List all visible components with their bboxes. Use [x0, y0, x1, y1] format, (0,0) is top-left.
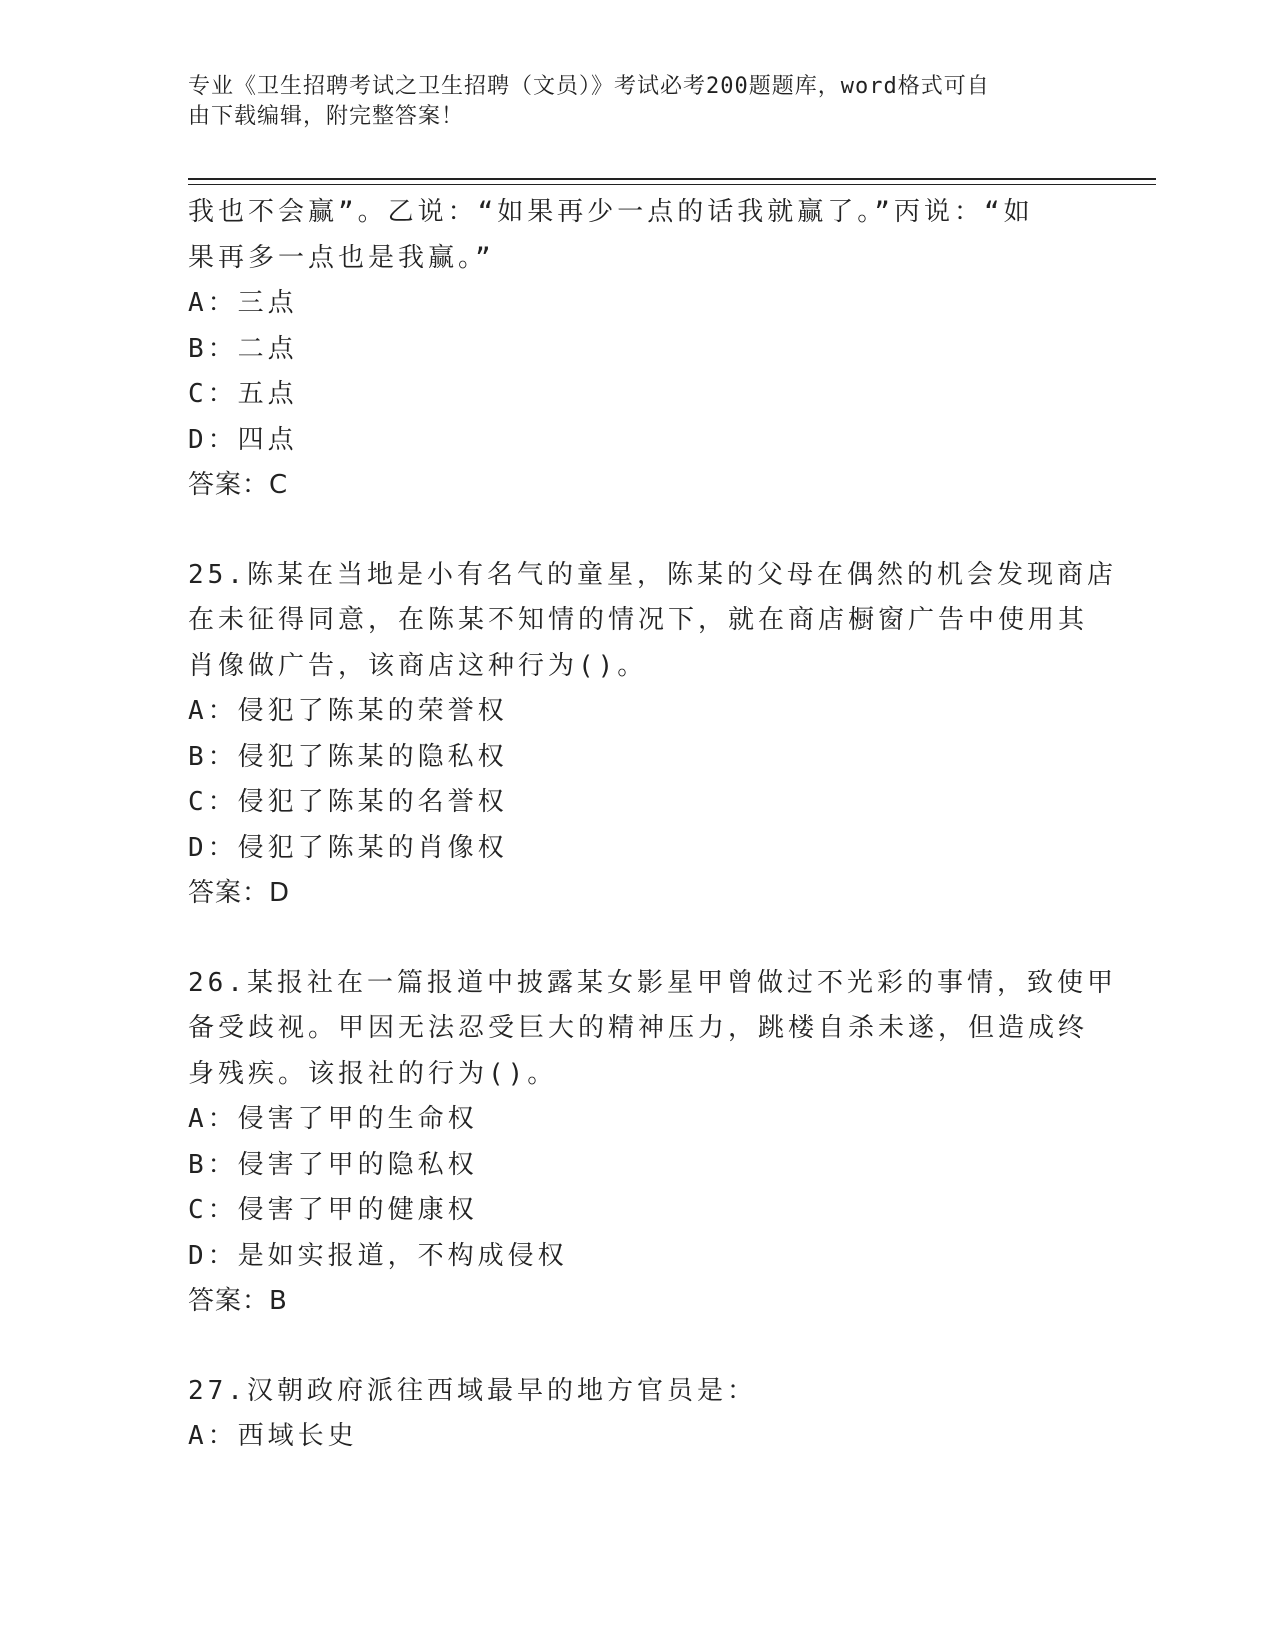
option-c: C：侵害了甲的健康权 [188, 1195, 478, 1225]
option-d: D：四点 [188, 424, 298, 455]
option-d: D：是如实报道，不构成侵权 [188, 1240, 568, 1271]
header-line-2: 由下载编辑，附完整答案！ [188, 104, 465, 129]
question-text-line: 身残疾。该报社的行为()。 [188, 1058, 558, 1089]
question-text-line: 我也不会赢”。乙说：“如果再少一点的话我就赢了。”丙说：“如 [188, 197, 1034, 227]
question-content [188, 190, 1117, 1460]
question-spacer [188, 509, 1088, 553]
question-text-line: 27.汉朝政府派往西域最早的地方官员是： [188, 1375, 757, 1406]
question-27 [188, 1369, 1088, 1460]
question-text-line: 备受歧视。甲因无法忍受巨大的精神压力，跳楼自杀未遂，但造成终 [188, 1013, 1089, 1043]
question-25 [188, 553, 1117, 917]
answer-line: 答案：B [188, 1286, 288, 1316]
header-divider-thin [188, 184, 1156, 185]
option-c: C：五点 [188, 379, 298, 409]
question-26 [188, 961, 1117, 1325]
question-text-line: 26.某报社在一篇报道中披露某女影星甲曾做过不光彩的事情，致使甲 [188, 967, 1117, 998]
option-a: A：西域长史 [188, 1421, 358, 1451]
question-spacer [188, 1325, 1088, 1369]
question-text-line: 肖像做广告，该商店这种行为()。 [188, 650, 648, 681]
header-line-1: 专业《卫生招聘考试之卫生招聘（文员）》考试必考200题题库，word格式可自 [188, 74, 990, 99]
option-b: B：二点 [188, 333, 298, 364]
question-spacer [188, 917, 1088, 961]
question-text-line: 在未征得同意，在陈某不知情的情况下，就在商店橱窗广告中使用其 [188, 605, 1089, 635]
option-a: A：三点 [188, 288, 298, 318]
option-d: D：侵犯了陈某的肖像权 [188, 832, 508, 863]
answer-line: 答案：C [188, 470, 289, 500]
header-divider-thick [188, 178, 1156, 180]
option-a: A：侵害了甲的生命权 [188, 1104, 478, 1134]
question-24-continuation [188, 190, 1088, 509]
option-a: A：侵犯了陈某的荣誉权 [188, 696, 508, 726]
question-text-line: 25.陈某在当地是小有名气的童星，陈某的父母在偶然的机会发现商店 [188, 559, 1117, 590]
document-header [188, 72, 1068, 132]
option-b: B：侵害了甲的隐私权 [188, 1149, 478, 1180]
question-text-line: 果再多一点也是我赢。” [188, 242, 495, 273]
option-b: B：侵犯了陈某的隐私权 [188, 741, 508, 772]
option-c: C：侵犯了陈某的名誉权 [188, 787, 508, 817]
answer-line: 答案：D [188, 878, 291, 908]
